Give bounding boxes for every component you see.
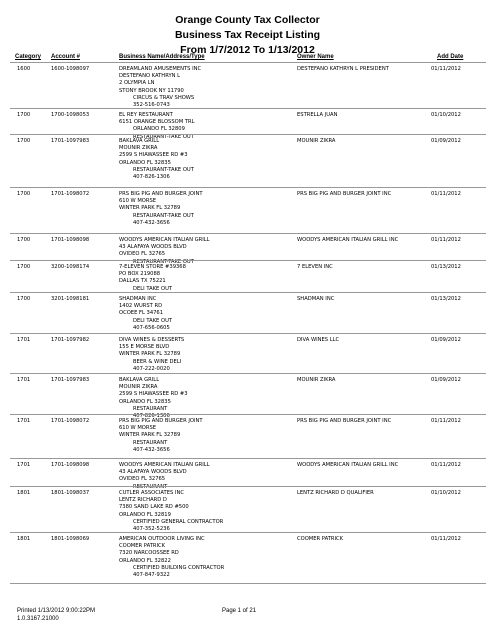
business-line: BAKLAVA GRILL	[119, 377, 160, 383]
account-number-cell: 1701-1097982	[51, 337, 90, 343]
add-date-cell: 01/11/2012	[431, 462, 461, 468]
column-header-business: Business Name/Address/Type	[119, 54, 205, 60]
owner-name-cell: MOUNIR ZIKRA	[297, 377, 336, 383]
category-cell: 1701	[17, 337, 31, 343]
account-number-cell: 1701-1098098	[51, 237, 90, 243]
add-date-cell: 01/11/2012	[431, 191, 461, 197]
business-line: DIVA WINES & DESSERTS	[119, 337, 185, 343]
business-line: PRS BIG PIG AND BURGER JOINT	[119, 418, 203, 424]
owner-name-cell: DESTEFANO KATHRYN L PRESIDENT	[297, 66, 389, 72]
business-cell	[119, 264, 186, 293]
account-number-cell: 1701-1098098	[51, 462, 90, 468]
add-date-cell: 01/13/2012	[431, 296, 461, 302]
report-header	[0, 13, 495, 58]
footer-left	[17, 607, 95, 623]
business-line: WINTER PARK FL 32789	[119, 205, 181, 212]
business-line: 7320 NARCOOSSEE RD	[119, 550, 179, 557]
report-title: Orange County Tax Collector	[175, 14, 320, 26]
business-line: 407-826-1306	[133, 174, 170, 181]
business-line: OCOEE FL 34761	[119, 310, 164, 317]
business-line: 407-826-1306	[133, 413, 170, 420]
business-line: 6151 ORANGE BLOSSOM TRL	[119, 119, 195, 126]
business-line: STONY BROOK NY 11790	[119, 87, 184, 94]
owner-name-cell: ESTRELLA JUAN	[297, 112, 338, 118]
business-line: WINTER PARK FL 32789	[119, 351, 181, 358]
business-line: 407-352-5236	[133, 526, 170, 533]
business-line: ORLANDO FL 32822	[119, 557, 171, 564]
business-line: RESTAURANT-TAKE OUT	[133, 133, 194, 140]
record-separator	[10, 62, 486, 63]
business-line: WOODYS AMERICAN ITALIAN GRILL	[119, 237, 210, 243]
record-separator	[10, 583, 486, 584]
owner-name-cell: SHADMAN INC	[297, 296, 335, 302]
business-line: OVIDEO FL 32765	[119, 251, 166, 258]
business-line: AMERICAN OUTDOOR LIVING INC	[119, 536, 205, 542]
owner-name-cell: WOODYS AMERICAN ITALIAN GRILL INC	[297, 237, 399, 243]
category-cell: 1801	[17, 536, 31, 542]
category-cell: 1700	[17, 237, 31, 243]
business-cell	[119, 237, 210, 266]
page-number: Page 1 of 21	[222, 608, 257, 614]
record-separator	[10, 134, 486, 135]
owner-name-cell: DIVA WINES LLC	[297, 337, 340, 343]
business-line: 1402 WURST RD	[119, 303, 163, 310]
business-line: 407-847-9322	[133, 572, 170, 579]
business-line: WINTER PARK FL 32789	[119, 432, 181, 439]
business-line: PRS BIG PIG AND BURGER JOINT	[119, 191, 203, 197]
owner-name-cell: COOMER PATRICK	[297, 536, 344, 542]
business-cell	[119, 337, 184, 373]
business-line: DELI TAKE OUT	[133, 285, 173, 292]
account-number-cell: 1801-1098069	[51, 536, 90, 542]
business-line: ORLANDO FL 32809	[133, 126, 185, 133]
business-line: 610 W MORSE	[119, 425, 157, 432]
add-date-cell: 01/10/2012	[431, 112, 461, 118]
owner-name-cell: PRS BIG PIG AND BURGER JOINT INC	[297, 191, 392, 197]
category-cell: 1700	[17, 191, 31, 197]
record-separator	[10, 187, 486, 188]
business-line: CERTIFIED BUILDING CONTRACTOR	[133, 564, 225, 571]
add-date-cell: 01/11/2012	[431, 536, 461, 542]
account-number-cell: 1801-1098037	[51, 490, 90, 496]
business-line: WOODYS AMERICAN ITALIAN GRILL	[119, 462, 210, 468]
record-separator	[10, 458, 486, 459]
business-line: BAKLAVA GRILL	[119, 138, 160, 144]
report-subtitle: Business Tax Receipt Listing	[174, 29, 321, 41]
record-separator	[10, 373, 486, 374]
record-separator	[10, 233, 486, 234]
business-line: ORLANDO FL 32835	[119, 159, 171, 166]
business-line: RESTAURANT	[133, 483, 168, 490]
business-line: PO BOX 219088	[119, 271, 161, 278]
category-cell: 1801	[17, 490, 31, 496]
business-line: DELI TAKE OUT	[133, 317, 173, 324]
column-header-account: Account #	[51, 54, 81, 60]
record-separator	[10, 260, 486, 261]
business-line: 2599 S HIAWASSEE RD #3	[119, 391, 188, 398]
business-line: 407-222-0020	[133, 365, 170, 372]
column-header-category: Category	[15, 54, 42, 60]
business-line: 43 ALAFAYA WOODS BLVD	[119, 244, 187, 251]
business-line: 352-516-0743	[133, 102, 170, 109]
account-number-cell: 1700-1098053	[51, 112, 90, 118]
business-line: BEER & WINE DELI	[133, 358, 182, 365]
business-line: 407-432-3656	[133, 219, 170, 226]
business-line: 407-656-0605	[133, 324, 170, 331]
business-line: OVIDEO FL 32765	[119, 476, 166, 483]
business-line: CERTIFIED GENERAL CONTRACTOR	[133, 518, 224, 525]
add-date-cell: 01/09/2012	[431, 337, 461, 343]
business-line: LENTZ RICHARD D	[119, 497, 167, 504]
business-cell	[119, 490, 223, 533]
business-cell	[119, 112, 195, 141]
record-separator	[10, 333, 486, 334]
business-cell	[119, 296, 172, 332]
owner-name-cell: WOODYS AMERICAN ITALIAN GRILL INC	[297, 462, 399, 468]
record-separator	[10, 486, 486, 487]
account-number-cell: 1701-1097983	[51, 377, 90, 383]
business-line: DESTEFANO KATHRYN L	[119, 73, 181, 80]
category-cell: 1700	[17, 264, 31, 270]
printed-timestamp: Printed 1/13/2012 9:00:22PM	[17, 608, 96, 614]
business-line: COOMER PATRICK	[119, 543, 166, 550]
category-cell: 1701	[17, 418, 31, 424]
business-line: DREAMLAND AMUSEMENTS INC	[119, 66, 202, 72]
owner-name-cell: MOUNIR ZIKRA	[297, 138, 336, 144]
add-date-cell: 01/10/2012	[431, 490, 461, 496]
business-line: ORLANDO FL 32819	[119, 511, 171, 518]
business-line: RESTAURANT-TAKE OUT	[133, 166, 194, 173]
column-header-add-date: Add Date	[437, 54, 464, 60]
business-line: EL REY RESTAURANT	[119, 112, 173, 118]
category-cell: 1701	[17, 377, 31, 383]
business-cell	[119, 138, 194, 181]
record-separator	[10, 108, 486, 109]
category-cell: 1700	[17, 112, 31, 118]
business-line: CUTLER ASSOCIATES INC	[119, 490, 184, 496]
account-number-cell: 1701-1097983	[51, 138, 90, 144]
business-line: 407-432-3656	[133, 446, 170, 453]
business-line: RESTAURANT-TAKE OUT	[133, 258, 194, 265]
business-line: SHADMAN INC	[119, 296, 157, 302]
add-date-cell: 01/13/2012	[431, 264, 461, 270]
version-number: 1.0.3167.21000	[17, 616, 59, 622]
owner-name-cell: LENTZ RICHARD D QUALIFIER	[297, 490, 374, 496]
category-cell: 1700	[17, 138, 31, 144]
report-date-range: From 1/7/2012 To 1/13/2012	[180, 44, 315, 56]
business-line: 7380 SAND LAKE RD #500	[119, 504, 189, 511]
business-cell	[119, 191, 203, 227]
account-number-cell: 3200-1098174	[51, 264, 90, 270]
business-cell	[119, 536, 224, 579]
business-line: MOUNIR ZIKRA	[119, 384, 158, 391]
record-separator	[10, 292, 486, 293]
business-line: MOUNIR ZIKRA	[119, 145, 158, 152]
owner-name-cell: PRS BIG PIG AND BURGER JOINT INC	[297, 418, 392, 424]
column-header-owner: Owner Name	[297, 54, 334, 60]
business-line: 2599 S HIAWASSEE RD #3	[119, 152, 188, 159]
business-line: DALLAS TX 75221	[119, 278, 166, 285]
business-line: 7-ELEVEN STORE #39368	[119, 264, 186, 270]
add-date-cell: 01/11/2012	[431, 237, 461, 243]
add-date-cell: 01/09/2012	[431, 377, 461, 383]
account-number-cell: 1600-1098097	[51, 66, 90, 72]
business-line: 155 E MORSE BLVD	[119, 344, 170, 351]
add-date-cell: 01/09/2012	[431, 138, 461, 144]
business-line: ORLANDO FL 32835	[119, 398, 171, 405]
owner-name-cell: 7 ELEVEN INC	[297, 264, 333, 270]
business-line: RESTAURANT-TAKE OUT	[133, 212, 194, 219]
category-cell: 1700	[17, 296, 31, 302]
account-number-cell: 1701-1098072	[51, 191, 90, 197]
account-number-cell: 3201-1098181	[51, 296, 90, 302]
business-line: RESTAURANT	[133, 439, 168, 446]
category-cell: 1600	[17, 66, 31, 72]
business-cell	[119, 418, 203, 454]
record-separator	[10, 532, 486, 533]
business-line: 2 OLYMPIA LN	[119, 80, 155, 87]
add-date-cell: 01/11/2012	[431, 418, 461, 424]
business-line: 43 ALAFAYA WOODS BLVD	[119, 469, 187, 476]
record-separator	[10, 414, 486, 415]
category-cell: 1701	[17, 462, 31, 468]
add-date-cell: 01/11/2012	[431, 66, 461, 72]
business-line: RESTAURANT	[133, 405, 168, 412]
business-line: CIRCUS & TRAV SHOWS	[133, 94, 195, 101]
account-number-cell: 1701-1098072	[51, 418, 90, 424]
business-line: 610 W MORSE	[119, 198, 157, 205]
business-cell	[119, 66, 201, 109]
